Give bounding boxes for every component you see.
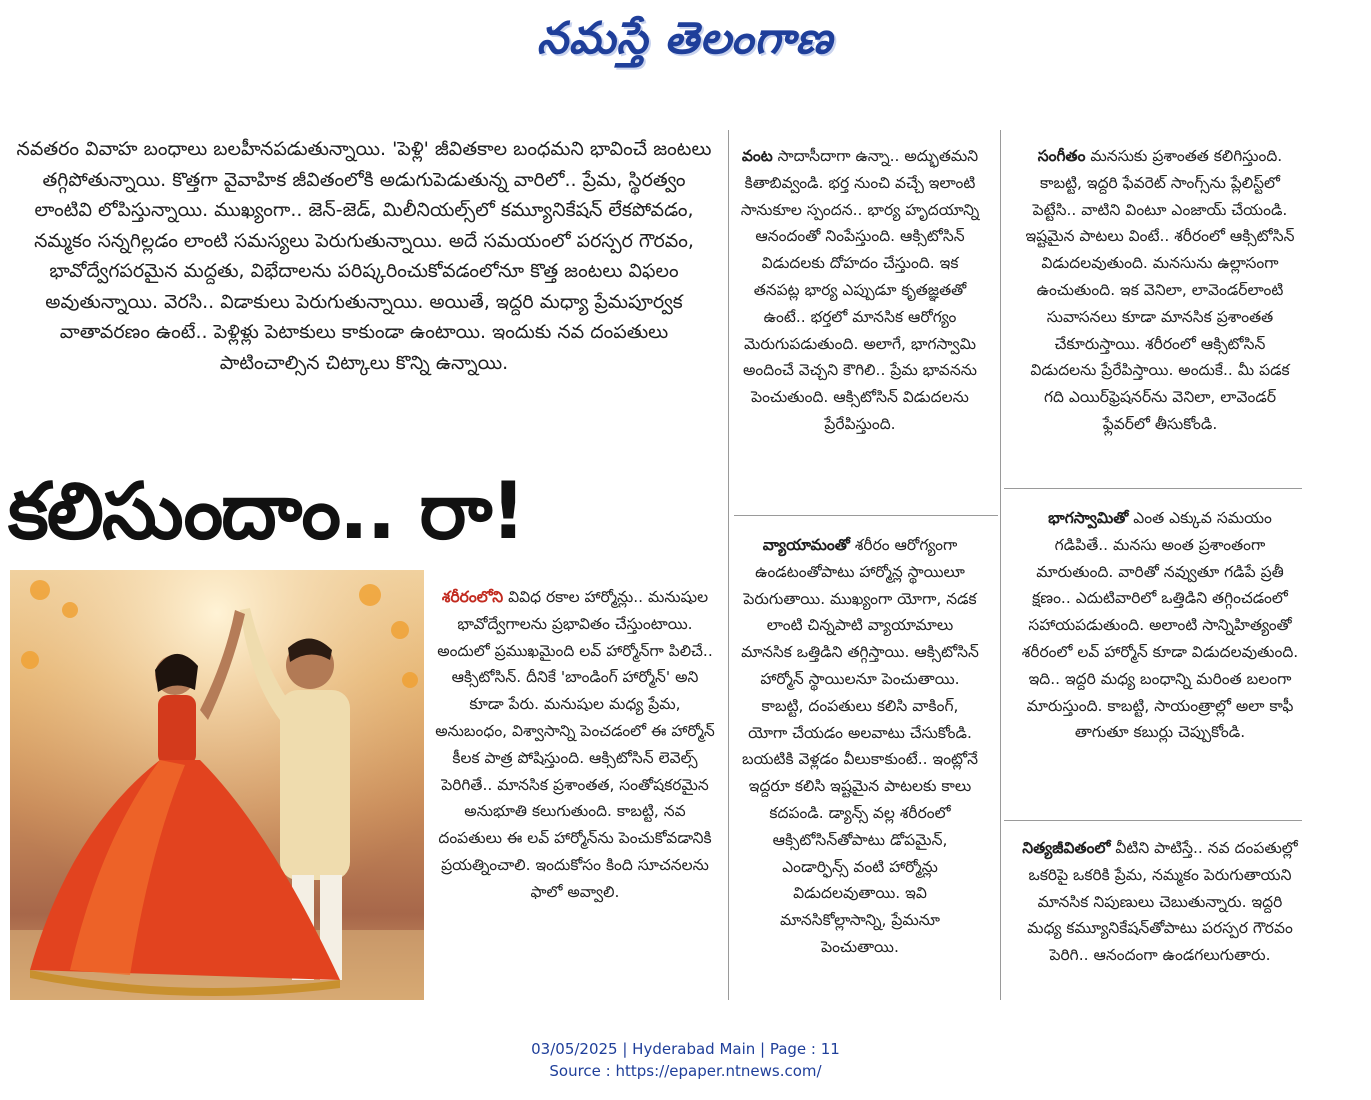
page-footer bbox=[0, 1038, 1371, 1082]
couple-dancing-photo bbox=[10, 570, 424, 1000]
column-2-text: సాదాసీదాగా ఉన్నా.. అద్భుతమని కితాబివ్వండి. భర్త నుంచి వచ్చే ఇలాంటి సానుకూల స్పందన.. భార్య హృదయాన్ని ఆనందంతో నింపేస్తుంది. ఆక్సిటోసిన్ విడుదలకు దోహదం చేస్తుంది. ఇక తనపట్ల భార్య ఎప్పుడూ కృతజ్ఞతతో ఉంటే.. భర్తలో మానసిక ఆరోగ్యం మెరుగుపడుతుంది. అలాగే, భాగస్వామి అందించే వెచ్చని కౌగిలి.. ప్రేమ భావనను పెంచుతుంది. ఆక్సిటోసిన్ విడుదలను ప్రేరేపిస్తుంది. bbox=[740, 147, 980, 433]
article-column-6 bbox=[1020, 835, 1300, 969]
column-3-text: శరీరం ఆరోగ్యంగా ఉండటంతోపాటు హార్మోన్ల స్థాయిలూ పెరుగుతాయి. ముఖ్యంగా యోగా, నడక లాంటి చిన్నపాటి వ్యాయామాలు మానసిక ఒత్తిడిని తగ్గిస్తాయి. ఆక్సిటోసిన్ హార్మోన్ స్థాయిలనూ పెంచుతాయి. కాబట్టి, దంపతులు కలిసి వాకింగ్, యోగా చేయడం అలవాటు చేసుకోండి. బయటికి వెళ్లడం వీలుకాకుంటే.. ఇంట్లోనే ఇద్దరూ కలిసి ఇష్టమైన పాటలకు కాలు కదపండి. డ్యాన్స్ వల్ల శరీరంలో ఆక్సిటోసిన్‌తోపాటు డోపమైన్, ఎండార్ఫిన్స్ వంటి హార్మోన్లు విడుదలవుతాయి. ఇవి మానసికోల్లాసాన్ని, ప్రేమనూ పెంచుతాయి. bbox=[741, 536, 979, 956]
masthead bbox=[0, 0, 1371, 80]
column-3-lead: వ్యాయామంతో bbox=[762, 536, 850, 554]
article-column-1 bbox=[434, 584, 716, 906]
article-headline: కలిసుందాం.. రా! bbox=[8, 467, 525, 557]
column-divider bbox=[1004, 488, 1302, 489]
article-column-2 bbox=[740, 143, 980, 438]
article-column-5 bbox=[1020, 505, 1300, 746]
column-5-text: ఎంత ఎక్కువ సమయం గడిపితే.. మనసు అంత ప్రశాంతంగా మారుతుంది. వారితో నవ్వుతూ గడిపే ప్రతీ క్షణం.. ఎదుటివారిలో ఒత్తిడిని తగ్గించడంలో సహాయపడుతుంది. అలాంటి సాన్నిహిత్యంతో శరీరంలో లవ్ హార్మోన్ కూడా విడుదలవుతుంది. ఇది.. ఇద్దరి మధ్య బంధాన్ని మరింత బలంగా మారుస్తుంది. కాబట్టి, సాయంత్రాల్లో అలా కాఫీ తాగుతూ కబుర్లు చెప్పుకోండి. bbox=[1021, 509, 1299, 742]
column-divider bbox=[1004, 820, 1302, 821]
column-1-lead: శరీరంలోని bbox=[441, 588, 504, 606]
article-column-4 bbox=[1020, 143, 1300, 438]
column-5-lead: భాగస్వామితో bbox=[1048, 509, 1129, 527]
vertical-divider bbox=[728, 130, 729, 1000]
column-4-text: మనసుకు ప్రశాంతత కలిగిస్తుంది. కాబట్టి, ఇద్దరి ఫేవరెట్ సాంగ్స్‌ను ప్లేలిస్ట్‌లో పెట్టేసి.. వాటిని వింటూ ఎంజాయ్ చేయండి. ఇష్టమైన పాటలు వింటే.. శరీరంలో ఆక్సిటోసిన్ విడుదలవుతుంది. మనసును ఉల్లాసంగా ఉంచుతుంది. ఇక వెనిలా, లావెండర్‌లాంటి సువాసనలు కూడా మానసిక ప్రశాంతత చేకూరుస్తాయి. శరీరంలో ఆక్సిటోసిన్ విడుదలను ప్రేరేపిస్తాయి. అందుకే.. మీ పడక గది ఎయిర్‌ఫ్రెషనర్‌ను వెనిలా, లావెండర్ ఫ్లేవర్‌లో తీసుకోండి. bbox=[1025, 147, 1295, 433]
column-1-text: వివిధ రకాల హార్మోన్లు.. మనుషుల భావోద్వేగాలను ప్రభావితం చేస్తుంటాయి. అందులో ప్రముఖమైంది లవ్ హార్మోన్‌గా పిలిచే.. ఆక్సిటోసిన్. దీనికే 'బాండింగ్ హార్మోన్' అని కూడా పేరు. మనుషుల మధ్య ప్రేమ, అనుబంధం, విశ్వాసాన్ని పెంచడంలో ఈ హార్మోన్ కీలక పాత్ర పోషిస్తుంది. ఆక్సిటోసిన్ లెవెల్స్ పెరిగితే.. మానసిక ప్రశాంతత, సంతోషకరమైన అనుభూతి కలుగుతుంది. కాబట్టి, నవ దంపతులు ఈ లవ్ హార్మోన్‌ను పెంచుకోవడానికి ప్రయత్నించాలి. ఇందుకోసం కింది సూచనలను ఫాలో అవ్వాలి. bbox=[435, 588, 715, 901]
column-divider bbox=[734, 515, 998, 516]
vertical-divider bbox=[1000, 130, 1001, 1000]
column-6-lead: నిత్యజీవితంలో bbox=[1022, 839, 1111, 857]
column-6-text: వీటిని పాటిస్తే.. నవ దంపతుల్లో ఒకరిపై ఒకరికి ప్రేమ, నమ్మకం పెరుగుతాయని మానసిక నిపుణులు చెబుతున్నారు. ఇద్దరి మధ్య కమ్యూనికేషన్‌తోపాటు పరస్పర గౌరవం పెరిగి.. ఆనందంగా ఉండగలుగుతారు. bbox=[1027, 839, 1298, 965]
source-link[interactable]: Source : https://epaper.ntnews.com/ bbox=[549, 1062, 822, 1080]
column-4-lead: సంగీతం bbox=[1037, 147, 1086, 165]
column-2-lead: వంట bbox=[741, 147, 773, 165]
newspaper-logo: నమస్తే తెలంగాణ bbox=[536, 13, 834, 64]
article-column-3 bbox=[740, 532, 980, 961]
edition-info: 03/05/2025 | Hyderabad Main | Page : 11 bbox=[531, 1040, 840, 1058]
intro-paragraph: నవతరం వివాహ బంధాలు బలహీనపడుతున్నాయి. 'పెళ్లి' జీవితకాల బంధమని భావించే జంటలు తగ్గిపోతున్నాయి. కొత్తగా వైవాహిక జీవితంలోకి అడుగుపెడుతున్న వారిలో.. ప్రేమ, స్థిరత్వం లాంటివి లోపిస్తున్నాయి. ముఖ్యంగా.. జెన్-జెడ్, మిలీనియల్స్‌లో కమ్యూనికేషన్ లేకపోవడం, నమ్మకం సన్నగిల్లడం లాంటి సమస్యలు పెరుగుతున్నాయి. అదే సమయంలో పరస్పర గౌరవం, భావోద్వేగపరమైన మద్దతు, విభేదాలను పరిష్కరించుకోవడంలోనూ కొత్త జంటలు విఫలం అవుతున్నాయి. వెరసి.. విడాకులు పెరుగుతున్నాయి. అయితే, ఇద్దరి మధ్యా ప్రేమపూర్వక వాతావరణం ఉంటే.. పెళ్లిళ్లు పెటాకులు కాకుండా ఉంటాయి. ఇందుకు నవ దంపతులు పాటించాల్సిన చిట్కాలు కొన్ని ఉన్నాయి. bbox=[16, 138, 712, 374]
couple-illustration bbox=[10, 570, 424, 1000]
